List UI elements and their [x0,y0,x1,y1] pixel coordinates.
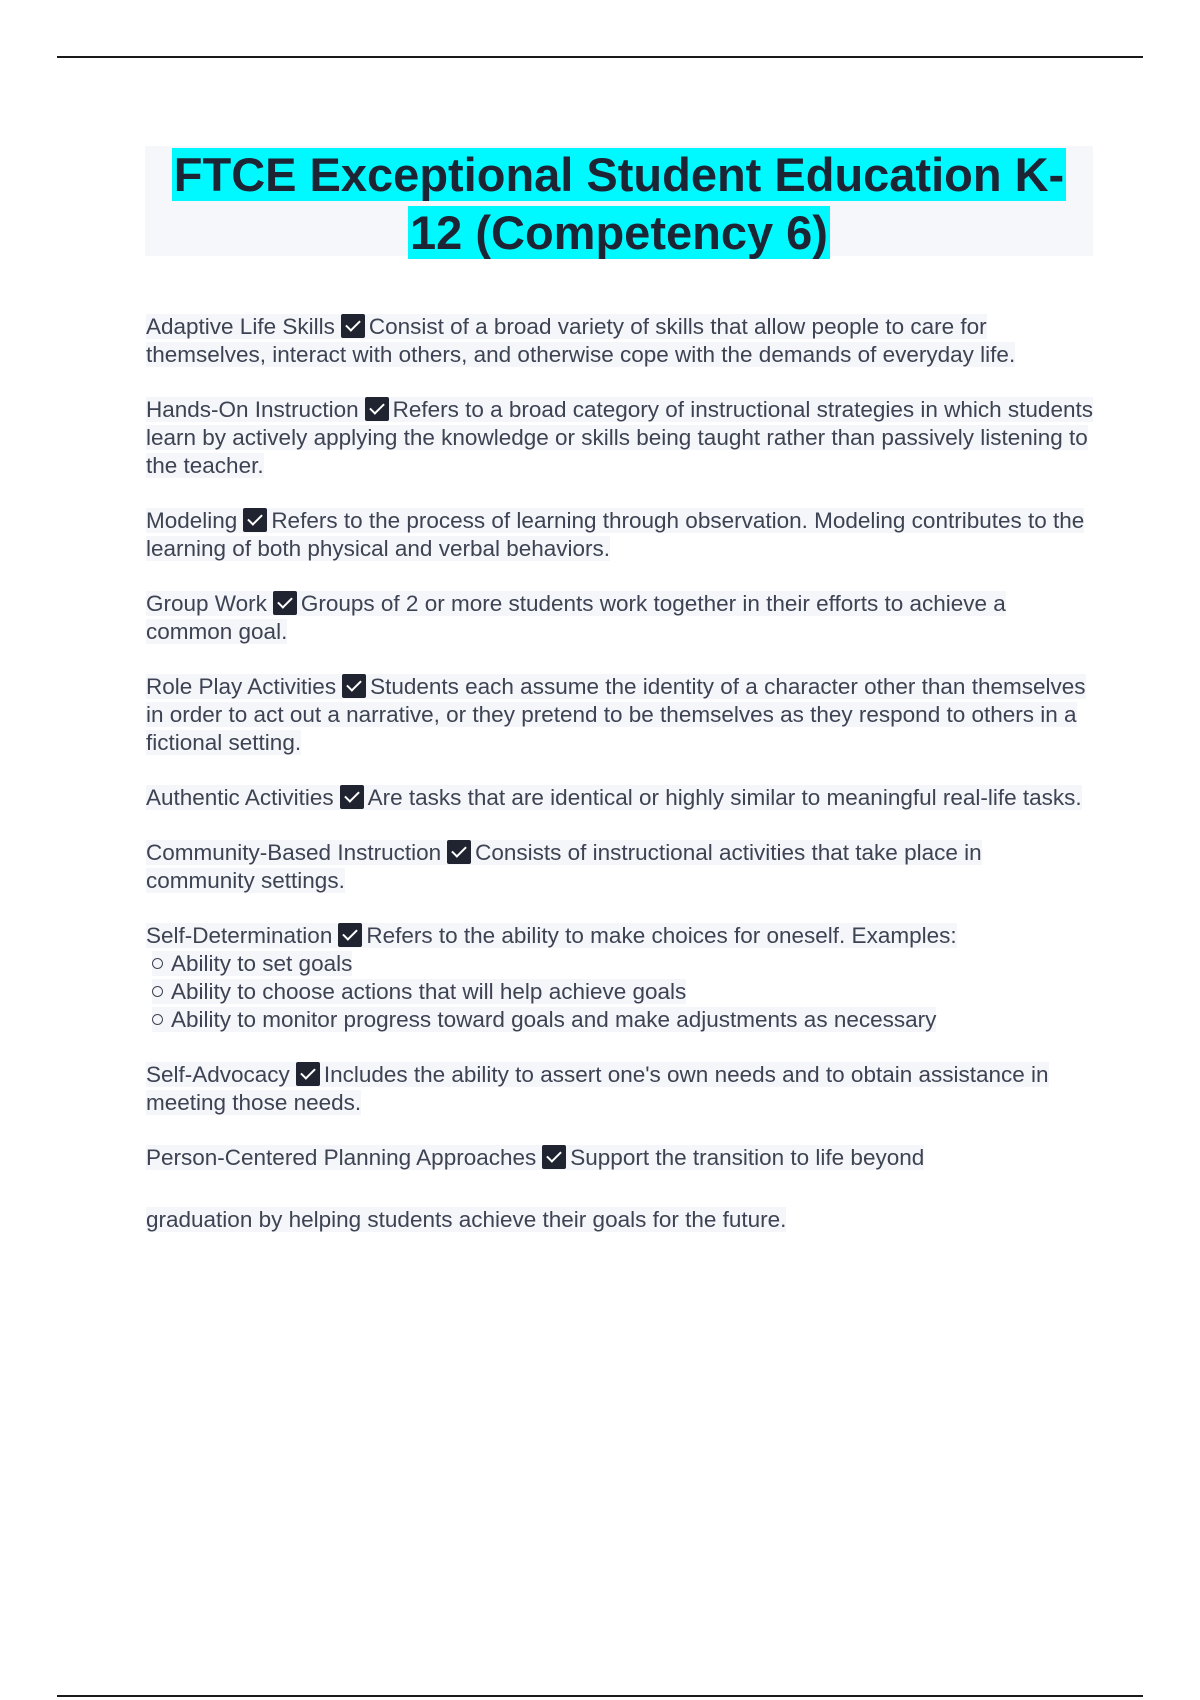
definition: Refers to the ability to make choices for oneself. Examples: [366,923,957,948]
circle-bullet-icon [152,1014,163,1025]
flashcard-entry [146,673,1096,757]
circle-bullet-icon [152,958,163,969]
definition: Consist of a broad variety of skills that allow people to care for themselves, interact with others, and otherwise cope with the demands of everyday life. [146,314,1016,367]
circle-bullet-icon [152,986,163,997]
document-title-line-2: 12 (Competency 6) [410,206,828,259]
list-item: Ability to monitor progress toward goals and make adjustments as necessary [146,1006,1096,1034]
checkmark-icon [338,923,362,947]
term: Self-Advocacy [146,1062,290,1087]
checkmark-icon [342,674,366,698]
checkmark-icon [447,840,471,864]
definition-continuation: graduation by helping students achieve their goals for the future. [146,1207,787,1232]
term: Adaptive Life Skills [146,314,335,339]
definition: Students each assume the identity of a character other than themselves in order to act out a narrative, or they pretend to be themselves as they respond to others in a fictional setting. [146,674,1086,755]
term: Modeling [146,508,238,533]
checkmark-icon [542,1145,566,1169]
term: Hands-On Instruction [146,397,359,422]
list-item: Ability to set goals [146,950,1096,978]
flashcard-entry [146,507,1096,563]
checkmark-icon [273,591,297,615]
document-title-line-1: FTCE Exceptional Student Education K- [173,148,1065,201]
checkmark-icon [365,397,389,421]
top-rule [57,56,1143,58]
term: Community-Based Instruction [146,840,442,865]
flashcard-entry [146,839,1096,895]
definition: Are tasks that are identical or highly similar to meaningful real-life tasks. [367,785,1082,810]
definition: Refers to the process of learning through observation. Modeling contributes to the learning of both physical and verbal behaviors. [146,508,1085,561]
definition: Support the transition to life beyond [570,1145,925,1170]
term: Role Play Activities [146,674,337,699]
flashcard-entry [146,313,1096,369]
checkmark-icon [243,508,267,532]
flashcard-entry [146,784,1096,812]
title-block [145,146,1093,259]
definition: Groups of 2 or more students work together in their efforts to achieve a common goal. [146,591,1006,644]
checkmark-icon [341,314,365,338]
bottom-rule [57,1695,1143,1697]
flashcard-list [146,313,1096,1261]
definition: Consists of instructional activities that take place in community settings. [146,840,982,893]
term: Person-Centered Planning Approaches [146,1145,537,1170]
term: Group Work [146,591,267,616]
checkmark-icon [296,1062,320,1086]
flashcard-entry [146,590,1096,646]
definition: Includes the ability to assert one's own needs and to obtain assistance in meeting those needs. [146,1062,1049,1115]
flashcard-entry [146,922,1096,1034]
checkmark-icon [340,785,364,809]
term: Self-Determination [146,923,333,948]
list-item: Ability to choose actions that will help achieve goals [146,978,1096,1006]
term: Authentic Activities [146,785,334,810]
flashcard-entry [146,396,1096,480]
flashcard-entry [146,1061,1096,1117]
examples-list [146,950,1096,1034]
flashcard-entry [146,1144,1096,1234]
definition: Refers to a broad category of instructional strategies in which students learn by actively applying the knowledge or skills being taught rather than passively listening to the teacher. [146,397,1093,478]
